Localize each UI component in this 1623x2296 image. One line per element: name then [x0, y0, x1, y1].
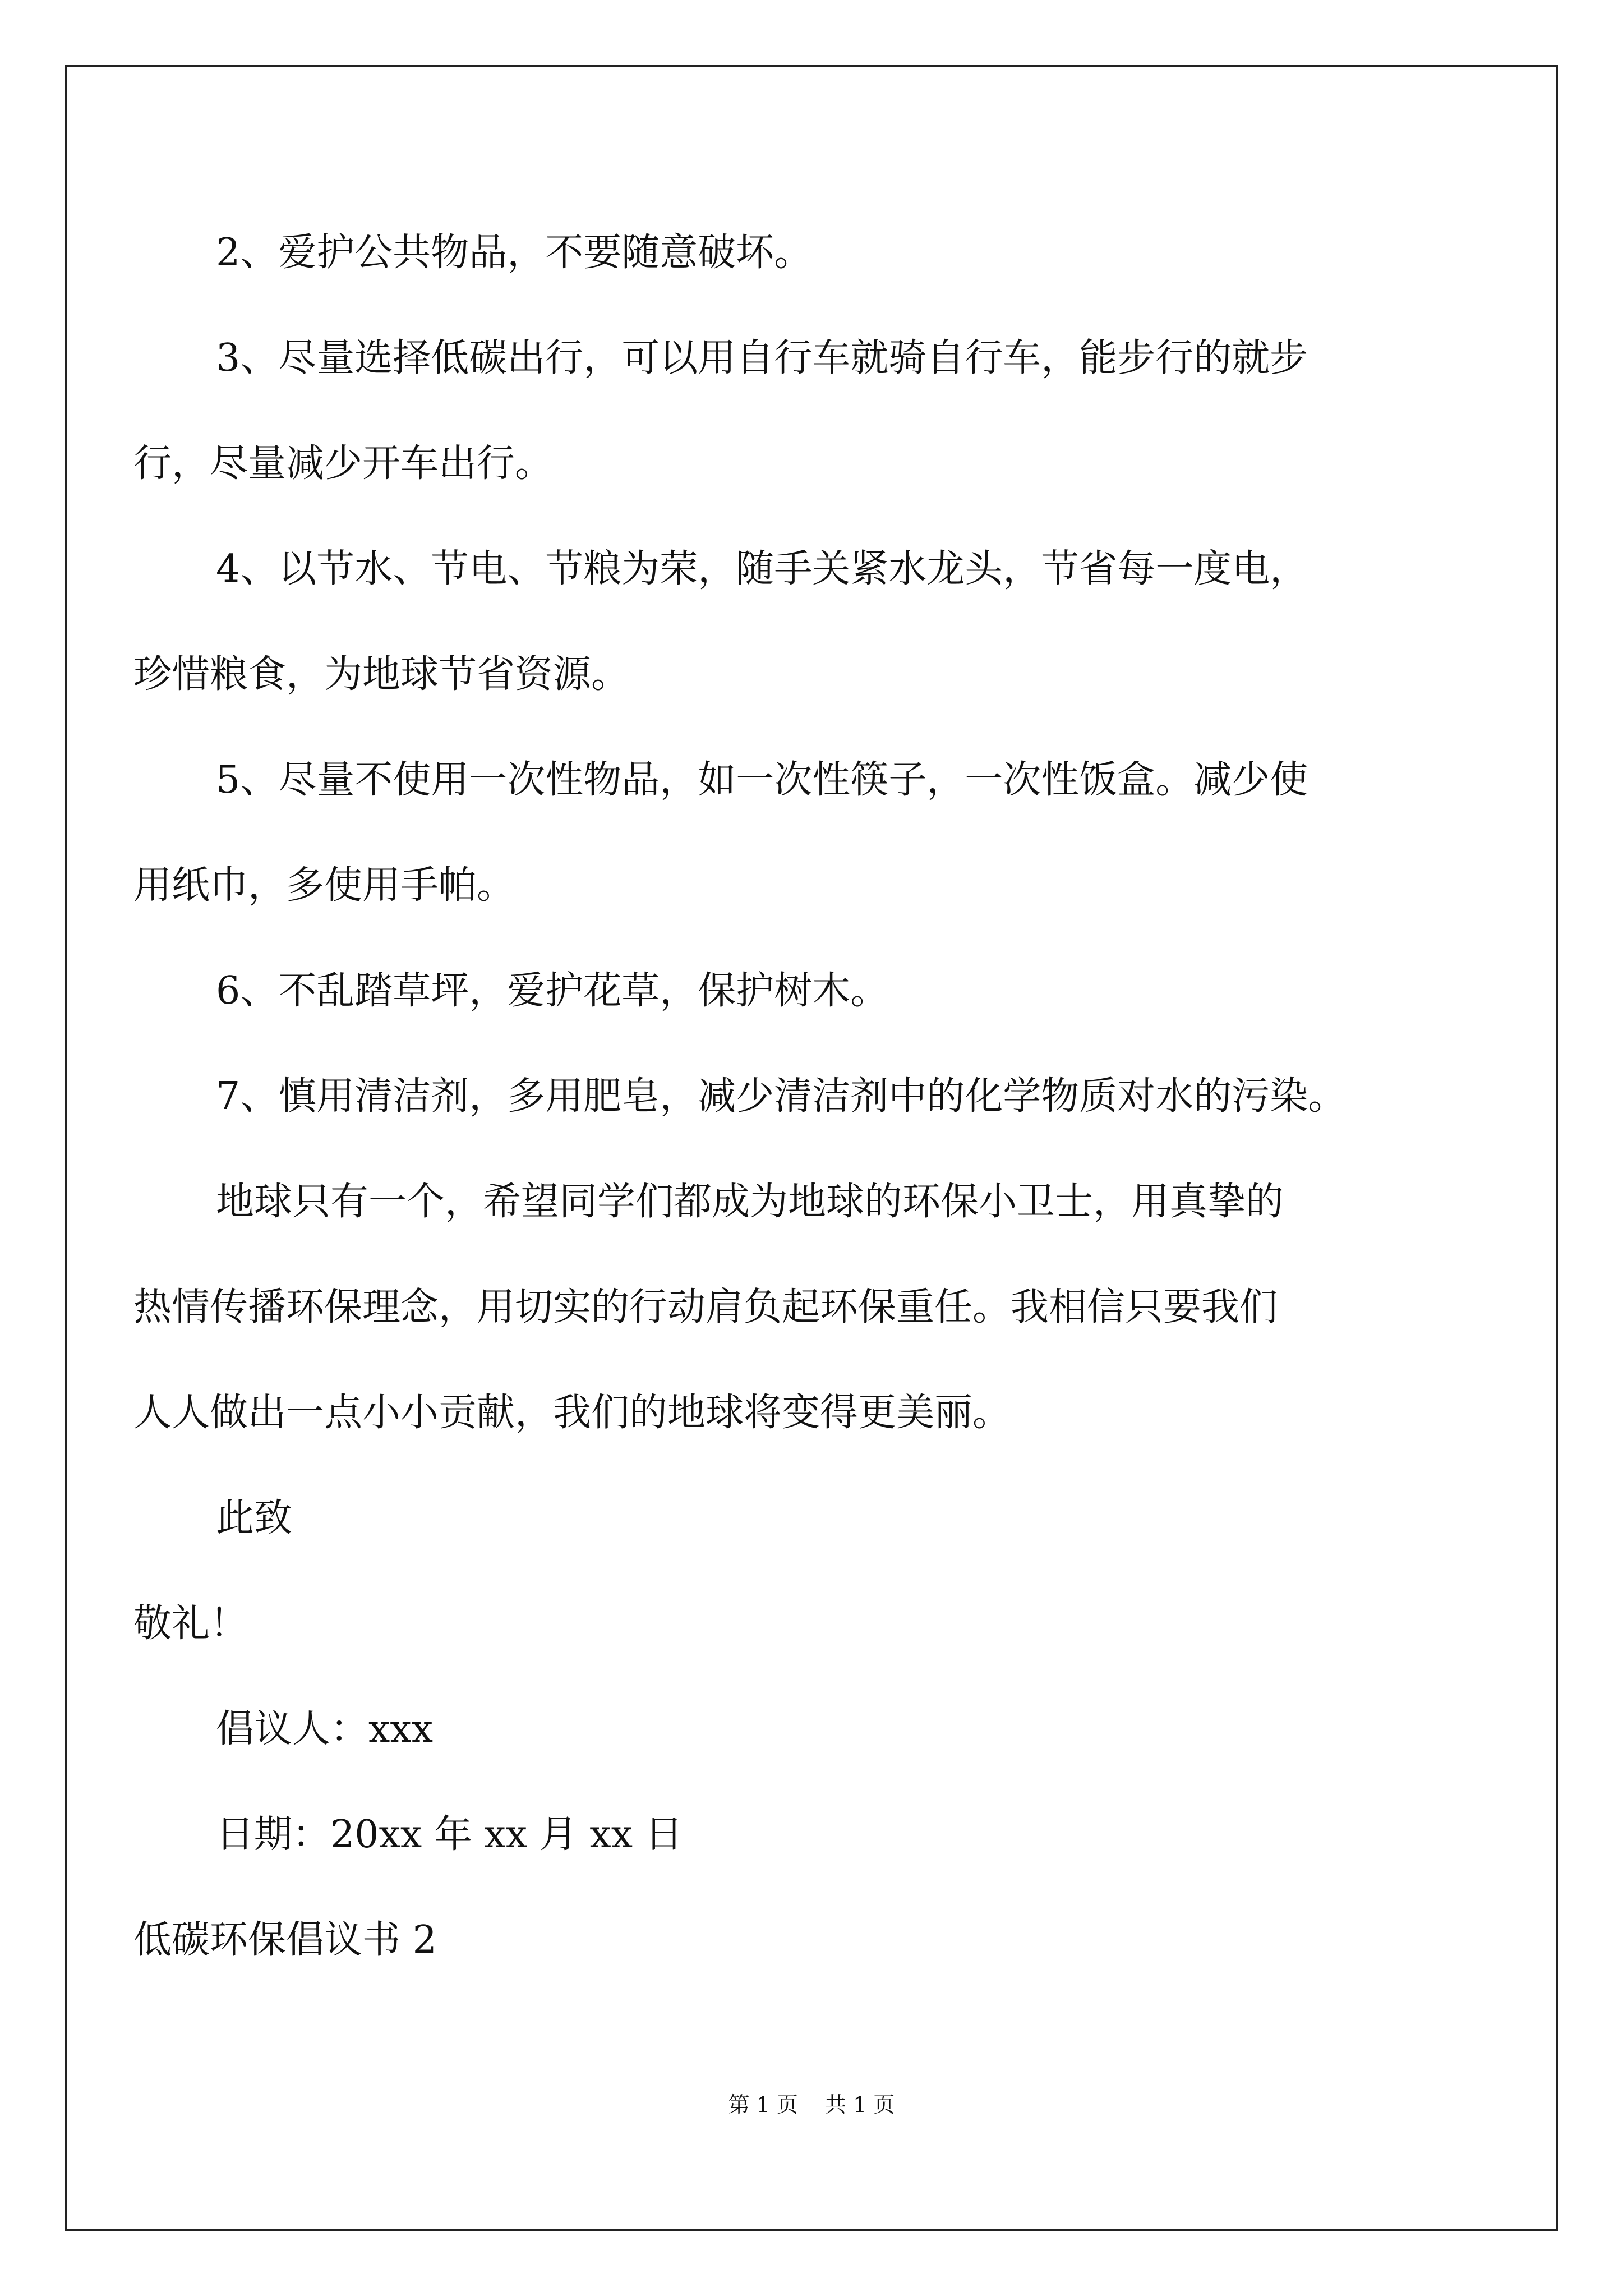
- paragraph-item-4-line-1: 4、以节水、节电、节粮为荣，随手关紧水龙头，节省每一度电，: [216, 547, 1308, 591]
- salutation-cizhi: 此致: [216, 1496, 293, 1540]
- proposer-line: 倡议人：xxx: [216, 1707, 434, 1751]
- paragraph-item-5-line-1: 5、尽量不使用一次性物品，如一次性筷子，一次性饭盒。减少使: [216, 758, 1308, 802]
- closing-paragraph-line-1: 地球只有一个，希望同学们都成为地球的环保小卫士，用真挚的: [216, 1180, 1284, 1224]
- paragraph-item-2: 2、爱护公共物品，不要随意破坏。: [216, 231, 813, 275]
- paragraph-item-3-line-1: 3、尽量选择低碳出行，可以用自行车就骑自行车，能步行的就步: [216, 336, 1308, 380]
- paragraph-item-6: 6、不乱踏草坪，爱护花草，保护树木。: [216, 969, 889, 1013]
- page-footer: [0, 2088, 1623, 2122]
- page-number-current: 第 1 页: [728, 2092, 798, 2117]
- closing-paragraph-line-3: 人人做出一点小小贡献，我们的地球将变得更美丽。: [133, 1391, 1011, 1435]
- paragraph-item-4-line-2: 珍惜粮食，为地球节省资源。: [133, 652, 630, 697]
- page-number-total: 共 1 页: [825, 2092, 895, 2117]
- paragraph-item-7: 7、慎用清洁剂，多用肥皂，减少清洁剂中的化学物质对水的污染。: [216, 1074, 1347, 1119]
- paragraph-item-3-line-2: 行，尽量减少开车出行。: [133, 441, 554, 486]
- closing-paragraph-line-2: 热情传播环保理念，用切实的行动肩负起环保重任。我相信只要我们: [133, 1285, 1278, 1329]
- salutation-jingli: 敬礼！: [133, 1602, 248, 1646]
- paragraph-item-5-line-2: 用纸巾，多使用手帕。: [133, 863, 515, 908]
- next-section-title: 低碳环保倡议书 2: [133, 1918, 437, 1962]
- date-line: 日期：20xx 年 xx 月 xx 日: [216, 1812, 683, 1857]
